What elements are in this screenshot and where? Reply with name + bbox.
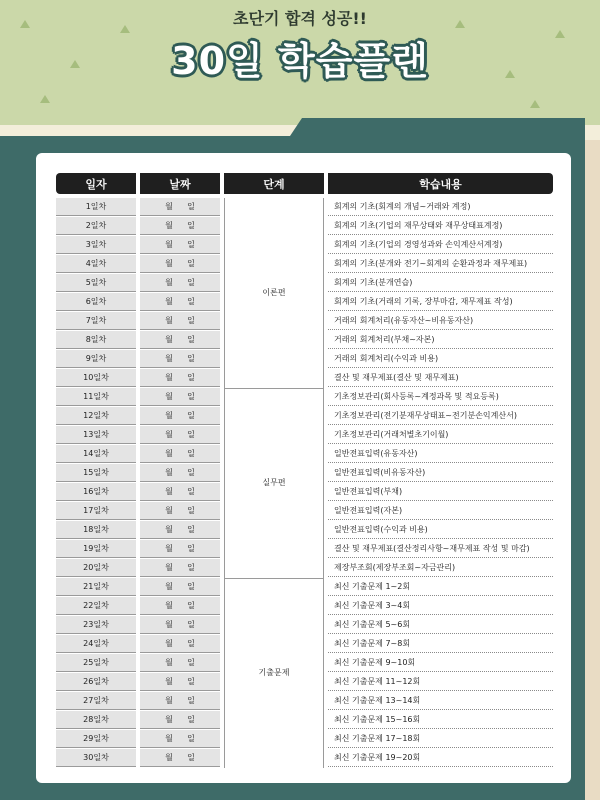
- content-cell: 결산 및 재무제표(결산정리사항~재무제표 작성 및 마감): [328, 540, 553, 558]
- table-row: [56, 692, 553, 710]
- content-cell: 최신 기출문제 3~4회: [328, 597, 553, 615]
- date-cell: [140, 255, 220, 273]
- month-unit: 월: [165, 696, 173, 705]
- table-row: [56, 578, 553, 596]
- month-unit: 월: [165, 468, 173, 477]
- table-row: [56, 407, 553, 425]
- day-unit: 일: [187, 696, 195, 705]
- month-unit: 월: [165, 753, 173, 762]
- day-unit: 일: [187, 525, 195, 534]
- date-cell: [140, 730, 220, 748]
- month-unit: 월: [165, 715, 173, 724]
- date-cell: [140, 540, 220, 558]
- table-row: [56, 673, 553, 691]
- day-cell: 4일차: [56, 255, 136, 273]
- day-unit: 일: [187, 677, 195, 686]
- date-cell: [140, 407, 220, 425]
- header-content: 학습내용: [328, 173, 553, 194]
- day-cell: 28일차: [56, 711, 136, 729]
- table-row: [56, 464, 553, 482]
- content-cell: 거래의 회계처리(유동자산~비유동자산): [328, 312, 553, 330]
- day-unit: 일: [187, 392, 195, 401]
- day-unit: 일: [187, 354, 195, 363]
- table-row: [56, 255, 553, 273]
- date-cell: [140, 236, 220, 254]
- table-row: [56, 274, 553, 292]
- day-unit: 일: [187, 620, 195, 629]
- day-unit: 일: [187, 544, 195, 553]
- day-unit: 일: [187, 753, 195, 762]
- triangle-decoration: [530, 100, 540, 108]
- day-cell: 11일차: [56, 388, 136, 406]
- day-unit: 일: [187, 335, 195, 344]
- day-cell: 10일차: [56, 369, 136, 387]
- month-unit: 월: [165, 278, 173, 287]
- day-cell: 5일차: [56, 274, 136, 292]
- content-cell: 기초정보관리(회사등록~계정과목 및 적요등록): [328, 388, 553, 406]
- date-cell: [140, 217, 220, 235]
- day-cell: 6일차: [56, 293, 136, 311]
- day-cell: 13일차: [56, 426, 136, 444]
- day-unit: 일: [187, 221, 195, 230]
- day-cell: 7일차: [56, 312, 136, 330]
- table-row: [56, 236, 553, 254]
- month-unit: 월: [165, 373, 173, 382]
- day-unit: 일: [187, 449, 195, 458]
- month-unit: 월: [165, 677, 173, 686]
- table-row: [56, 426, 553, 444]
- table-row: [56, 198, 553, 216]
- date-cell: [140, 749, 220, 767]
- month-unit: 월: [165, 582, 173, 591]
- content-cell: 회계의 기초(기업의 경영성과와 손익계산서계정): [328, 236, 553, 254]
- content-cell: 최신 기출문제 11~12회: [328, 673, 553, 691]
- date-cell: [140, 597, 220, 615]
- table-row: [56, 597, 553, 615]
- month-unit: 월: [165, 316, 173, 325]
- table-row: [56, 445, 553, 463]
- content-cell: 최신 기출문제 9~10회: [328, 654, 553, 672]
- day-cell: 1일차: [56, 198, 136, 216]
- day-cell: 2일차: [56, 217, 136, 235]
- content-cell: 기초정보관리(전기분재무상태표~전기분손익계산서): [328, 407, 553, 425]
- month-unit: 월: [165, 202, 173, 211]
- content-cell: 회계의 기초(거래의 기록, 장부마감, 재무제표 작성): [328, 293, 553, 311]
- table-row: [56, 559, 553, 577]
- day-unit: 일: [187, 297, 195, 306]
- date-cell: [140, 635, 220, 653]
- table-row: [56, 730, 553, 748]
- day-unit: 일: [187, 734, 195, 743]
- table-row: [56, 540, 553, 558]
- triangle-decoration: [40, 95, 50, 103]
- month-unit: 월: [165, 411, 173, 420]
- day-cell: 19일차: [56, 540, 136, 558]
- table-row: [56, 521, 553, 539]
- month-unit: 월: [165, 506, 173, 515]
- day-unit: 일: [187, 202, 195, 211]
- month-unit: 월: [165, 544, 173, 553]
- month-unit: 월: [165, 449, 173, 458]
- day-unit: 일: [187, 487, 195, 496]
- day-cell: 18일차: [56, 521, 136, 539]
- table-row: [56, 502, 553, 520]
- day-unit: 일: [187, 316, 195, 325]
- content-cell: 최신 기출문제 15~16회: [328, 711, 553, 729]
- day-cell: 25일차: [56, 654, 136, 672]
- content-cell: 회계의 기초(회계의 개념~거래와 계정): [328, 198, 553, 216]
- day-unit: 일: [187, 468, 195, 477]
- month-unit: 월: [165, 392, 173, 401]
- month-unit: 월: [165, 335, 173, 344]
- table-row: [56, 312, 553, 330]
- month-unit: 월: [165, 658, 173, 667]
- date-cell: [140, 578, 220, 596]
- day-unit: 일: [187, 373, 195, 382]
- day-cell: 20일차: [56, 559, 136, 577]
- table-row: [56, 616, 553, 634]
- day-cell: 8일차: [56, 331, 136, 349]
- day-cell: 12일차: [56, 407, 136, 425]
- day-cell: 23일차: [56, 616, 136, 634]
- month-unit: 월: [165, 601, 173, 610]
- content-cell: 거래의 회계처리(수익과 비용): [328, 350, 553, 368]
- table-row: [56, 293, 553, 311]
- content-cell: 일반전표입력(비유동자산): [328, 464, 553, 482]
- date-cell: [140, 464, 220, 482]
- date-cell: [140, 350, 220, 368]
- table-row: [56, 217, 553, 235]
- month-unit: 월: [165, 525, 173, 534]
- content-cell: 일반전표입력(부채): [328, 483, 553, 501]
- day-cell: 22일차: [56, 597, 136, 615]
- day-unit: 일: [187, 582, 195, 591]
- day-cell: 15일차: [56, 464, 136, 482]
- day-cell: 9일차: [56, 350, 136, 368]
- date-cell: [140, 616, 220, 634]
- day-cell: 27일차: [56, 692, 136, 710]
- stage-label: 기출문제: [258, 668, 290, 677]
- content-cell: 최신 기출문제 13~14회: [328, 692, 553, 710]
- day-unit: 일: [187, 430, 195, 439]
- day-unit: 일: [187, 259, 195, 268]
- table-row: [56, 388, 553, 406]
- date-cell: [140, 331, 220, 349]
- month-unit: 월: [165, 430, 173, 439]
- stage-label: 이론편: [262, 288, 286, 297]
- month-unit: 월: [165, 240, 173, 249]
- month-unit: 월: [165, 734, 173, 743]
- date-cell: [140, 521, 220, 539]
- content-cell: 결산 및 재무제표(결산 및 재무제표): [328, 369, 553, 387]
- date-cell: [140, 692, 220, 710]
- day-unit: 일: [187, 240, 195, 249]
- date-cell: [140, 711, 220, 729]
- day-cell: 30일차: [56, 749, 136, 767]
- day-unit: 일: [187, 506, 195, 515]
- content-cell: 일반전표입력(유동자산): [328, 445, 553, 463]
- content-cell: 최신 기출문제 5~6회: [328, 616, 553, 634]
- content-cell: 최신 기출문제 7~8회: [328, 635, 553, 653]
- content-cell: 최신 기출문제 1~2회: [328, 578, 553, 596]
- content-cell: 거래의 회계처리(부채~자본): [328, 331, 553, 349]
- date-cell: [140, 274, 220, 292]
- month-unit: 월: [165, 563, 173, 572]
- table-row: [56, 350, 553, 368]
- table-row: [56, 711, 553, 729]
- date-cell: [140, 483, 220, 501]
- title-banner: [0, 0, 600, 125]
- day-unit: 일: [187, 411, 195, 420]
- content-cell: 회계의 기초(기업의 재무상태와 재무상태표계정): [328, 217, 553, 235]
- table-row: [56, 483, 553, 501]
- header-date: 날짜: [140, 173, 220, 194]
- content-cell: 최신 기출문제 17~18회: [328, 730, 553, 748]
- content-cell: 회계의 기초(분개연습): [328, 274, 553, 292]
- page-subtitle: 초단기 합격 성공!!: [233, 9, 367, 28]
- day-unit: 일: [187, 639, 195, 648]
- date-cell: [140, 369, 220, 387]
- header-stage: 단계: [224, 173, 324, 194]
- day-cell: 3일차: [56, 236, 136, 254]
- month-unit: 월: [165, 354, 173, 363]
- date-cell: [140, 654, 220, 672]
- month-unit: 월: [165, 221, 173, 230]
- day-cell: 14일차: [56, 445, 136, 463]
- content-cell: 제장부조회(제장부조회~자금관리): [328, 559, 553, 577]
- day-unit: 일: [187, 715, 195, 724]
- day-cell: 24일차: [56, 635, 136, 653]
- month-unit: 월: [165, 620, 173, 629]
- day-unit: 일: [187, 563, 195, 572]
- plan-table: [36, 153, 571, 783]
- day-unit: 일: [187, 278, 195, 287]
- date-cell: [140, 502, 220, 520]
- date-cell: [140, 559, 220, 577]
- day-cell: 29일차: [56, 730, 136, 748]
- date-cell: [140, 293, 220, 311]
- table-row: [56, 369, 553, 387]
- content-cell: 회계의 기초(분개와 전기~회계의 순환과정과 재무제표): [328, 255, 553, 273]
- day-unit: 일: [187, 658, 195, 667]
- table-row: [56, 635, 553, 653]
- stage-label: 실무편: [262, 478, 286, 487]
- content-cell: 기초정보관리(거래처별초기이월): [328, 426, 553, 444]
- date-cell: [140, 198, 220, 216]
- content-cell: 일반전표입력(자본): [328, 502, 553, 520]
- content-cell: 최신 기출문제 19~20회: [328, 749, 553, 767]
- date-cell: [140, 673, 220, 691]
- date-cell: [140, 445, 220, 463]
- date-cell: [140, 388, 220, 406]
- next-page-edge: [585, 140, 600, 800]
- day-cell: 21일차: [56, 578, 136, 596]
- table-row: [56, 331, 553, 349]
- content-cell: 일반전표입력(수익과 비용): [328, 521, 553, 539]
- month-unit: 월: [165, 259, 173, 268]
- page-title: 30일 학습플랜: [171, 39, 429, 83]
- table-row: [56, 749, 553, 767]
- date-cell: [140, 426, 220, 444]
- month-unit: 월: [165, 487, 173, 496]
- day-cell: 17일차: [56, 502, 136, 520]
- header-day: 일자: [56, 173, 136, 194]
- day-unit: 일: [187, 601, 195, 610]
- month-unit: 월: [165, 639, 173, 648]
- table-row: [56, 654, 553, 672]
- day-cell: 26일차: [56, 673, 136, 691]
- date-cell: [140, 312, 220, 330]
- day-cell: 16일차: [56, 483, 136, 501]
- month-unit: 월: [165, 297, 173, 306]
